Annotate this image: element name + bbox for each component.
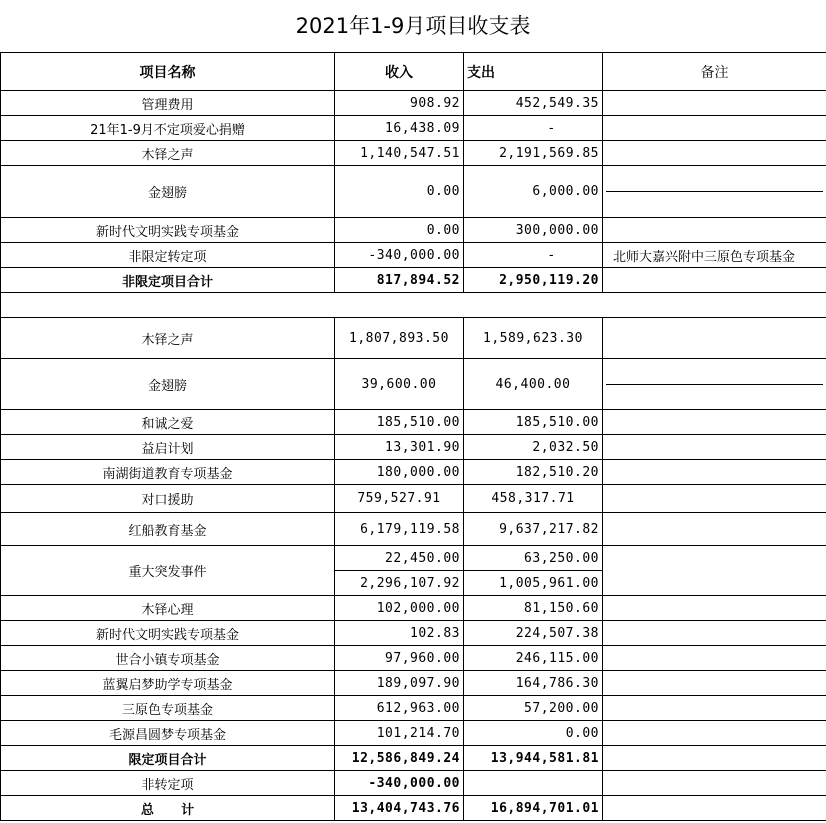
table-row	[1, 696, 826, 721]
grand-total-name: 总 计	[1, 796, 335, 821]
row-note	[603, 435, 826, 460]
row-income-2: 2,296,107.92	[335, 571, 464, 596]
row-income: 908.92	[335, 91, 464, 116]
table-row	[1, 116, 826, 141]
row-expense-2: 1,005,961.00	[464, 571, 603, 596]
row-expense: 2,191,569.85	[464, 141, 603, 166]
spacer-row	[1, 293, 826, 318]
header-expense: 支出	[464, 53, 603, 91]
row-expense: 57,200.00	[464, 696, 603, 721]
row-income: 97,960.00	[335, 646, 464, 671]
row-note	[603, 410, 826, 435]
row-note	[603, 546, 826, 596]
note-cell-bottom	[606, 191, 823, 217]
row-note	[603, 746, 826, 771]
row-income: -340,000.00	[335, 243, 464, 268]
row-expense: 224,507.38	[464, 621, 603, 646]
subtotal-row	[1, 746, 826, 771]
header-row	[1, 53, 826, 91]
row-expense: 300,000.00	[464, 218, 603, 243]
row-note	[603, 359, 826, 410]
row-note	[603, 116, 826, 141]
transfer-name: 非转定项	[1, 771, 335, 796]
row-name: 重大突发事件	[1, 546, 335, 596]
subtotal-name: 限定项目合计	[1, 746, 335, 771]
row-income: 39,600.00	[335, 359, 464, 410]
row-expense: 0.00	[464, 721, 603, 746]
row-note	[603, 513, 826, 546]
note-cell-top	[606, 166, 823, 191]
row-expense: 81,150.60	[464, 596, 603, 621]
row-name: 对口援助	[1, 485, 335, 513]
row-name: 新时代文明实践专项基金	[1, 218, 335, 243]
table-row	[1, 166, 826, 218]
transfer-income: -340,000.00	[335, 771, 464, 796]
row-note	[603, 796, 826, 821]
row-name: 21年1-9月不定项爱心捐赠	[1, 116, 335, 141]
grand-total-income: 13,404,743.76	[335, 796, 464, 821]
row-expense: 2,032.50	[464, 435, 603, 460]
row-note	[603, 91, 826, 116]
row-note: 北师大嘉兴附中三原色专项基金	[603, 243, 826, 268]
table-row	[1, 141, 826, 166]
row-name: 新时代文明实践专项基金	[1, 621, 335, 646]
row-name: 金翅膀	[1, 359, 335, 410]
row-name: 南湖街道教育专项基金	[1, 460, 335, 485]
table-row	[1, 218, 826, 243]
row-income: 0.00	[335, 166, 464, 218]
transfer-expense	[464, 771, 603, 796]
row-income: 185,510.00	[335, 410, 464, 435]
row-note	[603, 460, 826, 485]
subtotal-income: 12,586,849.24	[335, 746, 464, 771]
row-income: 1,140,547.51	[335, 141, 464, 166]
row-income: 1,807,893.50	[335, 318, 464, 359]
header-name: 项目名称	[1, 53, 335, 91]
subtotal-expense: 13,944,581.81	[464, 746, 603, 771]
income-expense-table	[0, 52, 826, 821]
row-name: 毛源昌圆梦专项基金	[1, 721, 335, 746]
row-income: 16,438.09	[335, 116, 464, 141]
grand-total-row	[1, 796, 826, 821]
row-expense: 6,000.00	[464, 166, 603, 218]
table-row	[1, 546, 826, 571]
table-row	[1, 671, 826, 696]
row-expense: 452,549.35	[464, 91, 603, 116]
row-expense: 46,400.00	[464, 359, 603, 410]
row-name: 蓝翼启梦助学专项基金	[1, 671, 335, 696]
row-name: 三原色专项基金	[1, 696, 335, 721]
row-name: 红船教育基金	[1, 513, 335, 546]
row-income: 101,214.70	[335, 721, 464, 746]
row-note	[603, 771, 826, 796]
table-row	[1, 485, 826, 513]
subtotal-name: 非限定项目合计	[1, 268, 335, 293]
row-name: 益启计划	[1, 435, 335, 460]
row-expense: 182,510.20	[464, 460, 603, 485]
table-row	[1, 243, 826, 268]
row-income: 13,301.90	[335, 435, 464, 460]
row-note	[603, 646, 826, 671]
note-cell-bottom	[606, 384, 823, 410]
subtotal-income: 817,894.52	[335, 268, 464, 293]
row-name: 世合小镇专项基金	[1, 646, 335, 671]
row-name: 非限定转定项	[1, 243, 335, 268]
row-income: 0.00	[335, 218, 464, 243]
row-expense: 164,786.30	[464, 671, 603, 696]
row-note	[603, 696, 826, 721]
row-income: 102,000.00	[335, 596, 464, 621]
row-name: 金翅膀	[1, 166, 335, 218]
table-row	[1, 410, 826, 435]
row-note	[603, 218, 826, 243]
table-row	[1, 513, 826, 546]
row-note	[603, 721, 826, 746]
row-expense: -	[464, 243, 603, 268]
row-expense: 9,637,217.82	[464, 513, 603, 546]
table-row	[1, 646, 826, 671]
row-expense: 63,250.00	[464, 546, 603, 571]
table-row	[1, 460, 826, 485]
row-income: 180,000.00	[335, 460, 464, 485]
row-note	[603, 671, 826, 696]
row-income: 22,450.00	[335, 546, 464, 571]
table-row	[1, 596, 826, 621]
row-note	[603, 141, 826, 166]
sheet-title: 2021年1-9月项目收支表	[295, 14, 531, 38]
row-name: 木铎之声	[1, 141, 335, 166]
transfer-row	[1, 771, 826, 796]
row-income: 189,097.90	[335, 671, 464, 696]
table-row	[1, 435, 826, 460]
row-income: 759,527.91	[335, 485, 464, 513]
subtotal-row	[1, 268, 826, 293]
row-expense: -	[464, 116, 603, 141]
row-note	[603, 621, 826, 646]
row-name: 和诚之爱	[1, 410, 335, 435]
row-note	[603, 318, 826, 359]
table-row	[1, 721, 826, 746]
row-expense: 246,115.00	[464, 646, 603, 671]
grand-total-expense: 16,894,701.01	[464, 796, 603, 821]
header-income: 收入	[335, 53, 464, 91]
table-row	[1, 621, 826, 646]
row-note	[603, 596, 826, 621]
row-note	[603, 166, 826, 218]
table-row	[1, 318, 826, 359]
note-cell-top	[606, 359, 823, 384]
spacer-cell	[1, 293, 826, 318]
row-expense: 185,510.00	[464, 410, 603, 435]
row-expense: 458,317.71	[464, 485, 603, 513]
table-row	[1, 91, 826, 116]
row-note	[603, 485, 826, 513]
row-income: 6,179,119.58	[335, 513, 464, 546]
header-note: 备注	[603, 53, 826, 91]
row-expense: 1,589,623.30	[464, 318, 603, 359]
row-income: 102.83	[335, 621, 464, 646]
subtotal-expense: 2,950,119.20	[464, 268, 603, 293]
row-name: 木铎之声	[1, 318, 335, 359]
row-name: 木铎心理	[1, 596, 335, 621]
row-income: 612,963.00	[335, 696, 464, 721]
row-note	[603, 268, 826, 293]
table-row	[1, 359, 826, 410]
row-name: 管理费用	[1, 91, 335, 116]
